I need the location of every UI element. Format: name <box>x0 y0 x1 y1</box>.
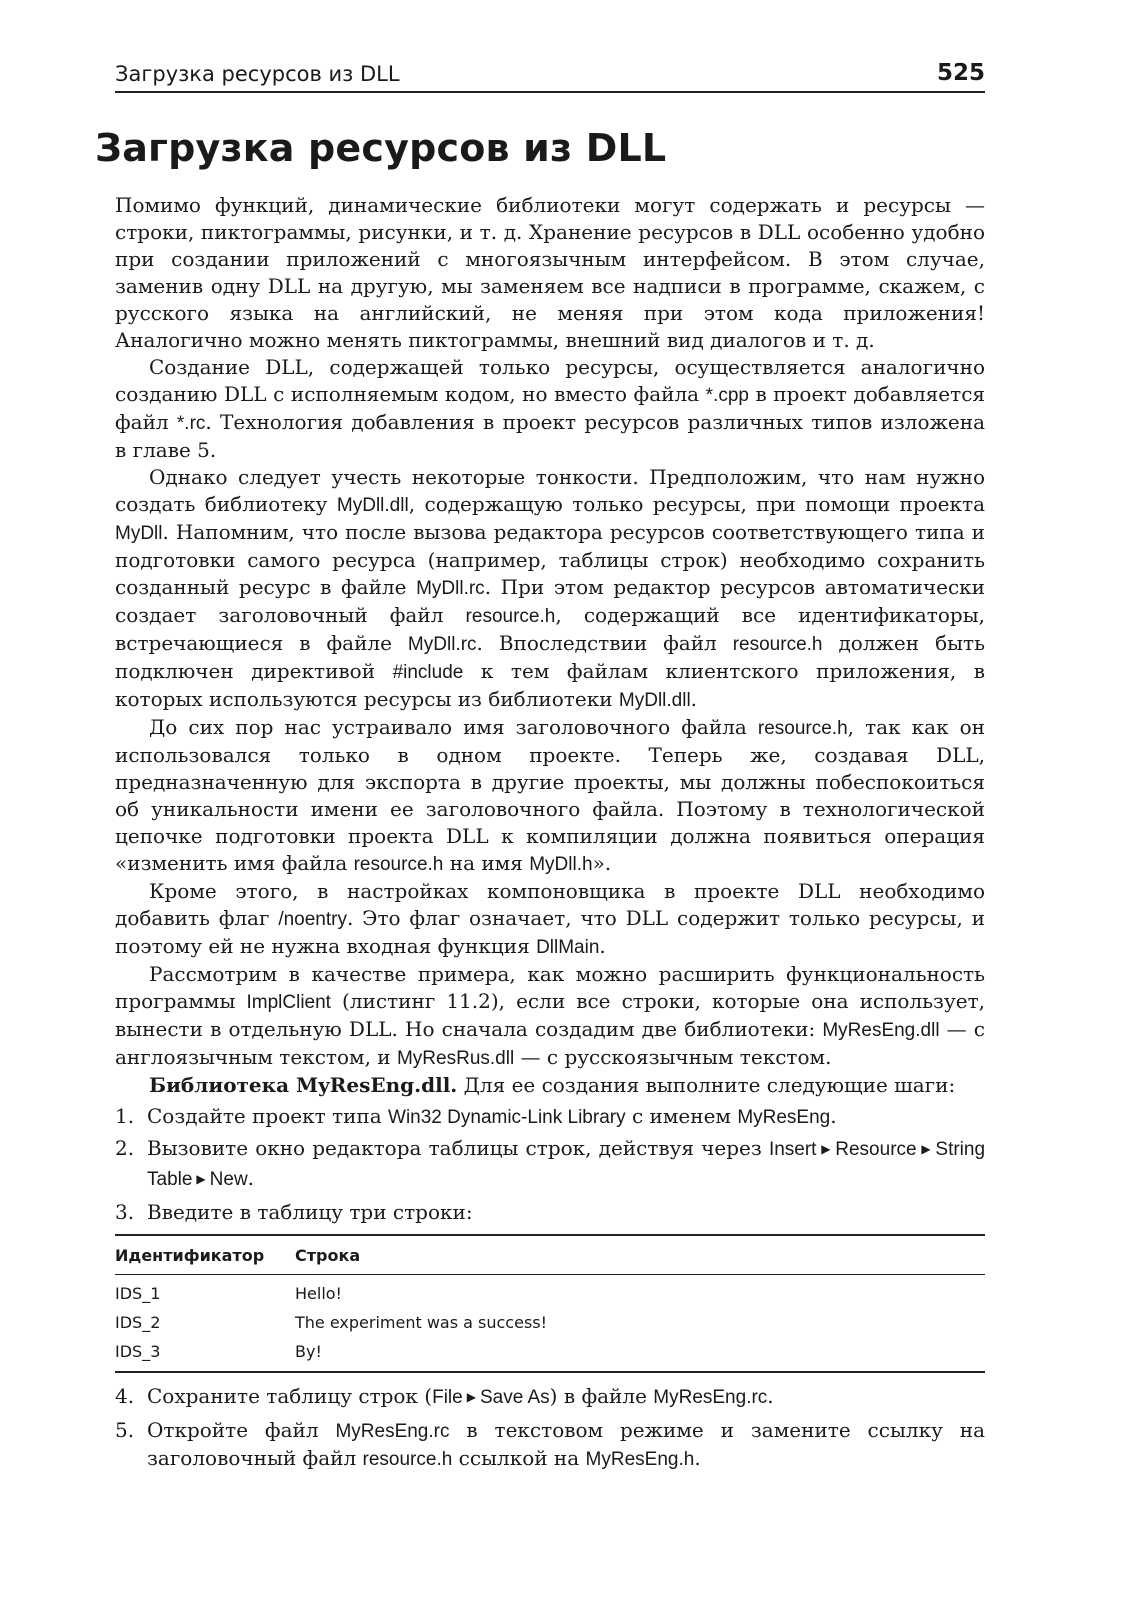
paragraph-intro: Помимо функций, динамические библиотеки могут содержать и ресурсы — строки, пиктограммы, рисунки, и т. д. Хранение ресурсов в DLL особенно удобно при создании приложений с многоязычным интерфейсом. В этом случае, заменив одну DLL на другую, мы заменяем все надписи в программе, скажем, с русского языка на английский, не меняя при этом кода приложения! Аналогично можно менять пиктограммы, внешний вид диалогов и т. д. <box>115 193 985 352</box>
code-term: resource.h <box>465 606 556 627</box>
code-term: DllMain <box>536 937 600 958</box>
code-term: MyResEng.rc <box>653 1387 768 1408</box>
text-run: . Напомним, что после вызова редактора ресурсов соответствующего типа и подготовки самого ресурса (например, таблицы строк) необходимо сохранить созданный ресурс в файле <box>115 520 985 599</box>
text-run: к тем файлам клиентского приложения, в которых используются ресурсы из библиотеки <box>115 659 985 711</box>
list-item <box>115 1383 985 1413</box>
table-row <box>115 1275 985 1309</box>
triangle-right-icon: ▶ <box>196 1172 206 1186</box>
text-run: с именем <box>625 1104 738 1128</box>
list-number: 5. <box>115 1418 135 1442</box>
paragraph-example <box>115 961 985 1072</box>
table-cell: IDS_3 <box>115 1337 295 1372</box>
text-run: Вызовите окно редактора таблицы строк, действуя через <box>147 1136 769 1160</box>
paragraph-subtleties <box>115 464 985 714</box>
run-in-heading: Библиотека MyResEng.dll. <box>149 1073 458 1097</box>
code-term: MyDll.dll <box>336 495 409 516</box>
code-term: MyResRus.dll <box>396 1048 515 1069</box>
steps-list <box>115 1103 985 1226</box>
code-term: MyResEng.rc <box>335 1421 450 1442</box>
text-run: . <box>599 934 606 958</box>
text-run: . <box>694 1446 701 1470</box>
table-header-row <box>115 1235 985 1275</box>
text-run: Для ее создания выполните следующие шаги: <box>457 1073 956 1097</box>
triangle-right-icon: ▶ <box>820 1142 832 1156</box>
text-run: Создайте проект типа <box>147 1104 389 1128</box>
code-term: resource.h <box>362 1449 453 1470</box>
column-header: Идентификатор <box>115 1235 295 1275</box>
paragraph-header-name <box>115 714 985 878</box>
table-cell: IDS_1 <box>115 1284 161 1303</box>
code-term: resource.h <box>757 718 848 739</box>
table-cell: Hello! <box>295 1284 342 1303</box>
code-term: ImplClient <box>246 992 331 1013</box>
text-run: ) в файле <box>549 1384 654 1408</box>
text-run: на имя <box>443 851 530 875</box>
text-run: . <box>767 1384 774 1408</box>
menu-path-resource: Resource <box>835 1139 917 1160</box>
code-rc-ext: *.rc <box>176 413 206 434</box>
table-row <box>115 1308 985 1337</box>
text-run: , содержащий все идентификаторы, встречающиеся в файле <box>115 603 985 655</box>
body-text <box>115 192 985 1473</box>
paragraph-noentry <box>115 878 985 961</box>
code-term: MyResEng.dll <box>822 1020 940 1041</box>
text-run: , содержащую только ресурсы, при помощи проекта <box>408 492 985 516</box>
text-run: . При этом редактор ресурсов автоматически создает заголовочный файл <box>115 575 985 627</box>
list-number: 4. <box>115 1384 135 1408</box>
code-term: /noentry <box>278 909 347 930</box>
text-run: , так как он использовался только в одном проекте. Теперь же, создавая DLL, предназначенную для экспорта в другие проекты, мы должны побеспокоиться об уникальности имени ее заголовочного файла. Поэтому в технологической цепочке подготовки проекта DLL к компиляции должна появиться операция «изменить имя файла <box>115 715 986 875</box>
table-cell: The experiment was a success! <box>295 1313 548 1332</box>
list-item <box>115 1199 985 1226</box>
code-term: resource.h <box>353 854 444 875</box>
text-run: — с русскоязычным текстом. <box>514 1045 832 1069</box>
code-term: #include <box>392 662 464 683</box>
paragraph-library-lead <box>115 1072 985 1099</box>
triangle-right-icon: ▶ <box>920 1142 932 1156</box>
code-term: MyDll.rc <box>416 578 485 599</box>
code-cpp-ext: *.cpp <box>705 385 749 406</box>
list-item <box>115 1135 985 1195</box>
string-table <box>115 1234 985 1373</box>
menu-path-file: File <box>432 1387 463 1408</box>
code-term: MyDll.dll <box>618 690 691 711</box>
text-run: в проект добавляется файл <box>115 382 986 434</box>
table-cell: By! <box>295 1337 985 1372</box>
text-run: Кроме этого, в настройках компоновщика в проекте DLL необходимо добавить флаг <box>115 879 985 930</box>
code-term: MyDll <box>115 523 163 544</box>
text-run: Создание DLL, содержащей только ресурсы, осуществляется аналогично созданию DLL с исполняемым кодом, но вместо файла <box>115 355 985 406</box>
code-term: MyDll.rc <box>407 634 477 655</box>
text-run: . <box>247 1166 255 1190</box>
text-run: должен быть подключен директивой <box>115 631 985 683</box>
steps-list-continued <box>115 1383 985 1473</box>
text-run: Откройте файл <box>147 1418 336 1442</box>
list-number: 3. <box>115 1200 135 1224</box>
text-run: До сих пор нас устраивало имя заголовочного файла <box>149 715 758 739</box>
text-run: . Впоследствии файл <box>476 631 733 655</box>
list-item <box>115 1103 985 1131</box>
running-title: Загрузка ресурсов из DLL <box>115 62 400 86</box>
list-number: 1. <box>115 1104 135 1128</box>
paragraph-creation <box>115 354 985 464</box>
code-term: Win32 Dynamic-Link Library <box>388 1107 626 1128</box>
menu-path-insert: Insert <box>768 1139 817 1160</box>
menu-path-save-as: Save As <box>479 1387 550 1408</box>
page-number: 525 <box>936 60 985 86</box>
menu-path-new: New <box>209 1169 248 1190</box>
text-run: — с англоязычным текстом, и <box>115 1017 985 1069</box>
code-term: MyDll.h <box>529 854 593 875</box>
text-run: . <box>690 687 698 711</box>
menu-path-string-table: String Table <box>147 1139 986 1190</box>
running-header <box>115 60 985 93</box>
text-run: ». <box>592 851 612 875</box>
text-run: Сохраните таблицу строк ( <box>147 1384 433 1408</box>
text-run: . Это флаг означает, что DLL содержит только ресурсы, и поэтому ей не нужна входная функция <box>115 906 985 958</box>
text-run: в текстовом режиме и замените ссылку на заголовочный файл <box>147 1418 985 1470</box>
triangle-right-icon: ▶ <box>466 1390 476 1404</box>
column-header: Строка <box>295 1235 985 1275</box>
section-title: Загрузка ресурсов из DLL <box>95 126 667 170</box>
table-cell: IDS_2 <box>115 1313 161 1332</box>
text-run: ссылкой на <box>452 1446 586 1470</box>
list-number: 2. <box>115 1136 135 1160</box>
text-run: (листинг 11.2), если все строки, которые она использует, вынести в отдельную DLL. Но сначала создадим две библиотеки: <box>115 989 985 1041</box>
code-term: resource.h <box>732 634 823 655</box>
code-term: MyResEng.h <box>585 1449 695 1470</box>
text-run: Введите в таблицу три строки: <box>147 1200 473 1224</box>
text-run: Однако следует учесть некоторые тонкости. Предположим, что нам нужно создать библиотеку <box>115 465 985 516</box>
text-run: Рассмотрим в качестве примера, как можно расширить функциональность программы <box>115 962 985 1013</box>
code-term: MyResEng <box>737 1107 831 1128</box>
list-item <box>115 1417 985 1473</box>
text-run: . Технология добавления в проект ресурсов различных типов изложена в главе 5. <box>115 410 985 462</box>
table-row <box>115 1337 985 1372</box>
text-run: . <box>830 1104 837 1128</box>
